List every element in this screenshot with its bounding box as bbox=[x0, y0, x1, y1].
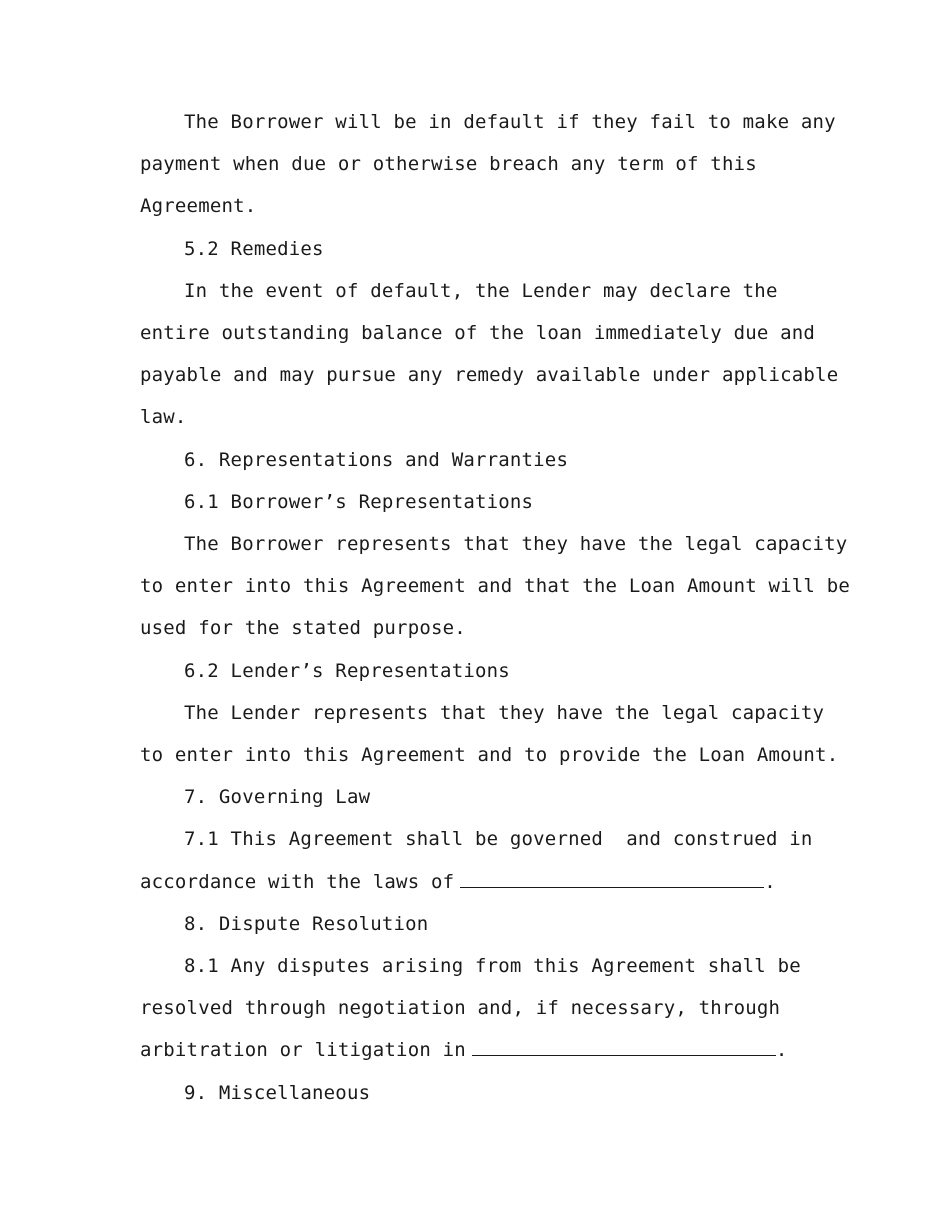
section-8-1-text: arbitration or litigation in bbox=[140, 1039, 466, 1062]
section-6-heading: 6. Representations and Warranties bbox=[184, 448, 569, 471]
section-5-1-paragraph-line: The Borrower will be in default if they fail to make any bbox=[184, 111, 836, 133]
document-body bbox=[140, 101, 850, 1114]
section-5-2-paragraph-line: In the event of default, the Lender may declare the bbox=[184, 279, 778, 302]
section-5-2-heading: 5.2 Remedies bbox=[184, 237, 324, 260]
section-8-1-paragraph-line bbox=[140, 1029, 820, 1071]
section-8-1-paragraph-line: resolved through negotiation and, if necessary, through bbox=[140, 997, 781, 1020]
section-7-1-text: accordance with the laws of bbox=[140, 870, 455, 893]
section-7-1-paragraph-line bbox=[140, 861, 820, 903]
section-5-1-paragraph-line: payment when due or otherwise breach any term of this bbox=[140, 153, 757, 176]
section-6-2-heading: 6.2 Lender’s Representations bbox=[184, 659, 510, 682]
section-6-1-paragraph-line: The Borrower represents that they have the legal capacity bbox=[184, 533, 848, 556]
section-9-heading: 9. Miscellaneous bbox=[184, 1081, 371, 1104]
section-5-2-paragraph-line: entire outstanding balance of the loan immediately due and bbox=[140, 322, 816, 345]
section-7-heading: 7. Governing Law bbox=[184, 786, 371, 809]
section-5-1-paragraph-line: Agreement. bbox=[140, 195, 257, 218]
dispute-venue-blank-field[interactable] bbox=[472, 1031, 776, 1056]
section-6-1-paragraph-line: to enter into this Agreement and that the Loan Amount will be bbox=[140, 575, 850, 598]
section-5-2-paragraph-line: law. bbox=[140, 406, 187, 429]
section-6-1-heading: 6.1 Borrower’s Representations bbox=[184, 490, 534, 513]
section-6-2-paragraph-line: The Lender represents that they have the legal capacity bbox=[184, 701, 825, 724]
section-8-1-paragraph-line: 8.1 Any disputes arising from this Agreement shall be bbox=[184, 955, 801, 978]
section-6-1-paragraph-line: used for the stated purpose. bbox=[140, 617, 466, 640]
section-8-heading: 8. Dispute Resolution bbox=[184, 912, 429, 935]
governing-law-blank-field[interactable] bbox=[460, 863, 764, 888]
section-5-2-paragraph-line: payable and may pursue any remedy available under applicable bbox=[140, 364, 839, 387]
section-7-1-period: . bbox=[764, 870, 776, 893]
section-7-1-paragraph-line: 7.1 This Agreement shall be governed and construed in bbox=[184, 828, 813, 851]
section-8-1-period: . bbox=[775, 1039, 788, 1062]
section-6-2-paragraph-line: to enter into this Agreement and to provide the Loan Amount. bbox=[140, 744, 839, 767]
